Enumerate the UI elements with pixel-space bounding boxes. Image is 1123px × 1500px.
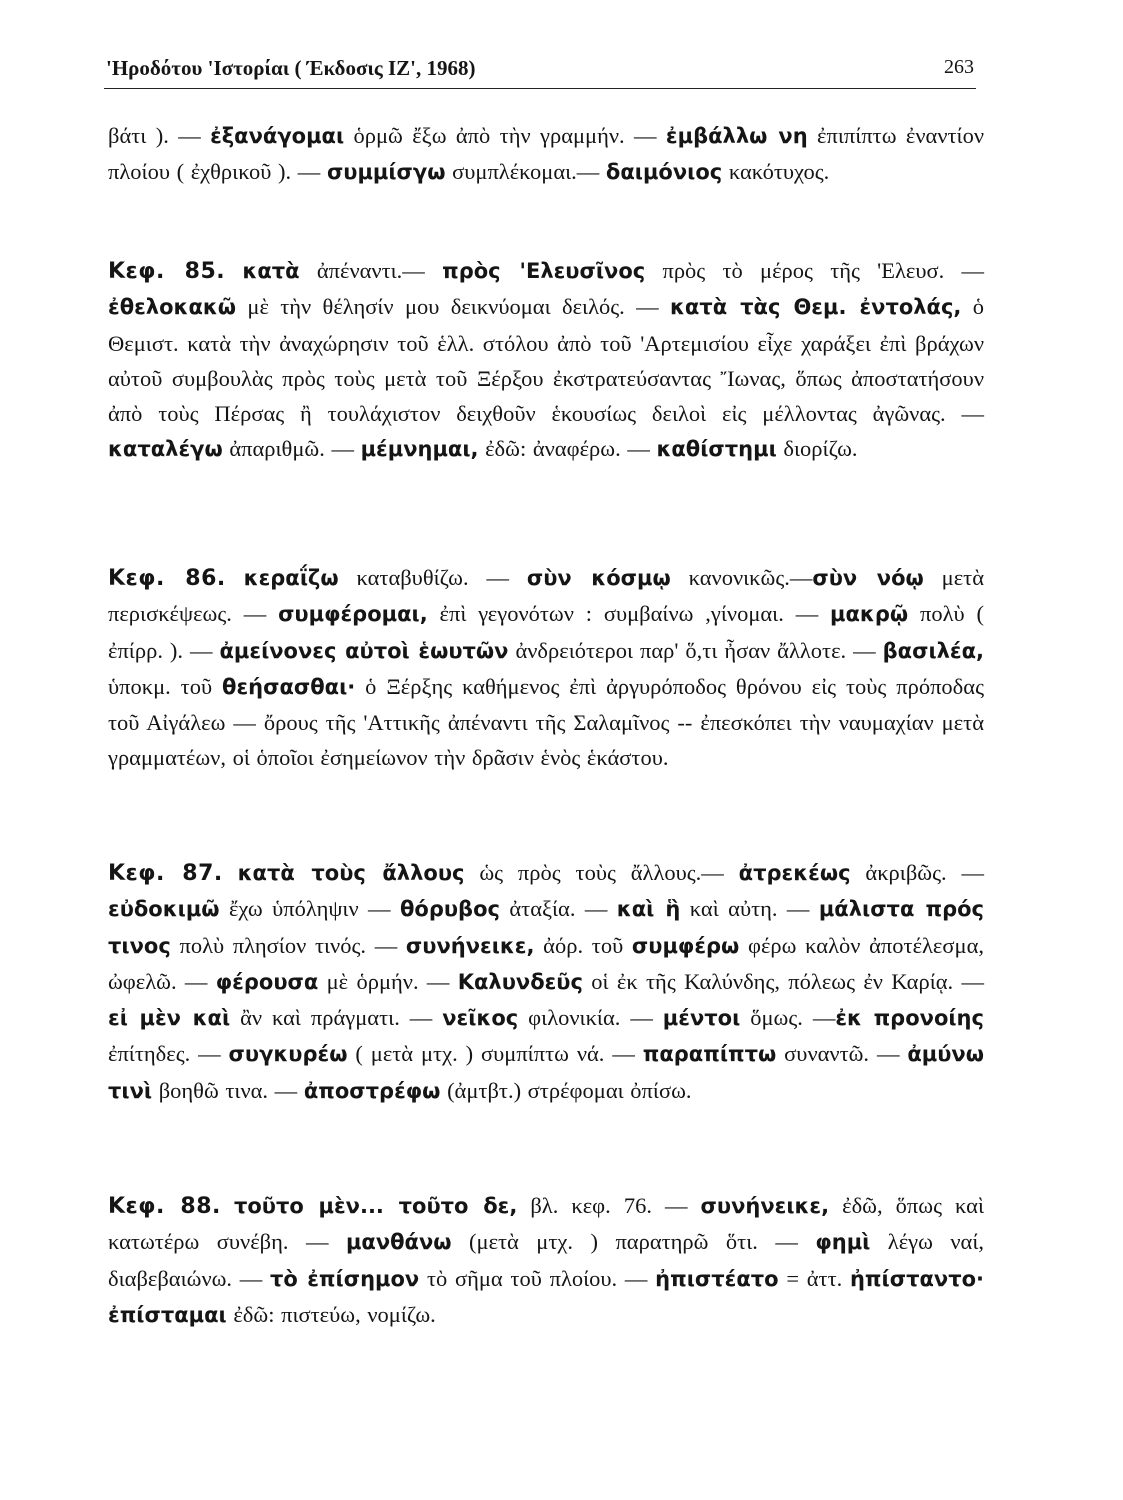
- lemma: εἰ μὲν καὶ: [108, 1006, 231, 1031]
- gloss-text: ἐδῶ: ἀναφέρω. —: [478, 436, 657, 462]
- lemma: ἐθελοκακῶ: [108, 295, 237, 320]
- lemma: ἀμύνω τινὶ: [108, 1042, 984, 1103]
- gloss-text: ἀόρ. τοῦ: [534, 932, 632, 958]
- lemma: θόρυβος: [399, 897, 500, 922]
- gloss-text: βάτι ). —: [108, 123, 211, 148]
- lemma: ἀτρεκέως: [738, 861, 851, 885]
- gloss-text: λέγω ναί, διαβεβαιώνω. —: [108, 1229, 985, 1291]
- gloss-text: ἀταξία. —: [499, 896, 617, 922]
- gloss-text: ὁ Ξέρξης καθήμενος ἐπὶ ἀργυρόποδος θρόνου εἰς τοὺς πρόποδας τοῦ Αἰγάλεω — ὄρους τῆς 'Αττικῆς ἀπέναντι τῆς Σαλαμῖνος -- ἐπεσκόπει τὴν ναυμαχίαν μετὰ γραμματέων, οἱ ὁποῖοι ἐσημείωνον τὴν δρᾶσιν ἑνὸς ἑκάστου.: [108, 673, 984, 771]
- gloss-text: ἐπὶ γεγονότων : συμβαίνω ,γίνομαι. —: [427, 601, 831, 627]
- paragraph-continuation: [108, 118, 984, 191]
- gloss-text: ἐδῶ: πιστεύω, νομίζω.: [226, 1301, 436, 1327]
- lemma: μέντοι: [662, 1006, 741, 1031]
- lemma: κεραΐζω: [243, 566, 339, 590]
- paragraph-chapter-87: [108, 855, 984, 1109]
- lemma: ἐμβάλλω νη: [665, 124, 808, 148]
- lemma: συμφέρω: [631, 933, 740, 958]
- lemma: ἀμείνονες αὐτοὶ ἑωυτῶν: [219, 638, 509, 663]
- lemma: μανθάνω: [345, 1230, 452, 1255]
- gloss-text: οἱ ἐκ τῆς Καλύνδης, πόλεως ἐν Καρίᾳ. —: [582, 968, 984, 994]
- gloss-text: ( μετὰ μτχ. ) συμπίπτω νά. —: [347, 1041, 643, 1067]
- gloss-text: (ἀμτβτ.) στρέφομαι ὀπίσω.: [440, 1077, 692, 1103]
- lemma: σὺν κόσμῳ: [526, 566, 671, 590]
- lemma: παραπίπτω: [642, 1042, 777, 1067]
- lemma: ἠπίσταντο· ἐπίσταμαι: [108, 1266, 985, 1327]
- gloss-text: καὶ αὐτη. —: [680, 896, 819, 922]
- gloss-text: ἐπίτηδες. —: [108, 1041, 229, 1067]
- gloss-text: (μετὰ μτχ. ) παρατηρῶ ὅτι. —: [451, 1229, 816, 1255]
- gloss-text: [225, 258, 242, 283]
- gloss-text: ἀπαριθμῶ. —: [222, 436, 361, 462]
- gloss-text: συμπλέκομαι.—: [445, 159, 606, 185]
- gloss-text: βλ. κεφ. 76. —: [517, 1193, 701, 1218]
- lemma: τὸ ἐπίσημον: [270, 1266, 420, 1291]
- gloss-text: ὅμως. —: [740, 1005, 836, 1031]
- lemma: συνήνεικε,: [700, 1194, 830, 1218]
- lemma: φημὶ: [815, 1230, 871, 1255]
- gloss-text: ἀκριβῶς. —: [850, 860, 984, 885]
- lemma: συνήνεικε,: [405, 933, 535, 958]
- lemma: καταλέγω: [108, 437, 223, 462]
- gloss-text: συναντῶ. —: [776, 1041, 908, 1067]
- chapter-label: Κεφ. 87.: [108, 861, 223, 886]
- gloss-text: [223, 860, 238, 885]
- lemma: νεῖκος: [442, 1006, 519, 1031]
- lemma: δαιμόνιος: [605, 160, 723, 185]
- gloss-text: ἀνδρειότεροι παρ' ὅ,τι ἦσαν ἄλλοτε. —: [508, 637, 883, 663]
- page-number: 263: [944, 56, 974, 78]
- lemma: σὺν νόῳ: [812, 566, 924, 590]
- gloss-text: ὑποκμ. τοῦ: [108, 673, 223, 699]
- lemma: μακρῷ: [830, 602, 909, 627]
- paragraph-chapter-86: [108, 560, 984, 776]
- lemma: τοῦτο μὲν... τοῦτο δε,: [233, 1194, 518, 1218]
- gloss-text: [226, 565, 244, 590]
- gloss-text: φέρω καλὸν ἀποτέλεσμα, ὠφελῶ. —: [108, 932, 984, 994]
- gloss-text: ὡς πρὸς τοὺς ἄλλους.—: [464, 860, 739, 885]
- lemma: μάλιστα πρός τινος: [108, 897, 984, 958]
- lemma: φέρουσα: [215, 969, 319, 994]
- gloss-text: μετὰ περισκέψεως. —: [108, 565, 984, 627]
- gloss-text: ἔχω ὑπόληψιν —: [219, 896, 400, 922]
- chapter-label: Κεφ. 88.: [108, 1194, 221, 1219]
- lemma: εὐδοκιμῶ: [108, 897, 220, 922]
- lemma: συγκυρέω: [228, 1042, 348, 1067]
- chapter-label: Κεφ. 85.: [108, 259, 226, 284]
- gloss-text: μὲ τὴν θέλησίν μου δεικνύομαι δειλός. —: [236, 294, 670, 320]
- lemma: κατὰ: [242, 259, 300, 283]
- gloss-text: πολὺ πλησίον τινός. —: [170, 932, 406, 958]
- lemma: κατὰ τοὺς ἄλλους: [237, 861, 465, 885]
- gloss-text: ἀπέναντι.—: [299, 258, 443, 283]
- gloss-text: ἐδῶ, ὅπως καὶ κατωτέρω συνέβη. —: [108, 1193, 985, 1255]
- paragraph-chapter-85: [108, 253, 984, 468]
- paragraph-chapter-88: [108, 1188, 984, 1333]
- gloss-text: πρὸς τὸ μέρος τῆς 'Ελευσ. —: [645, 258, 984, 283]
- gloss-text: μὲ ὁρμήν. —: [318, 968, 458, 994]
- lemma: συμφέρομαι,: [278, 602, 428, 627]
- lemma: Καλυνδεῦς: [457, 969, 583, 994]
- chapter-label: Κεφ. 86.: [108, 566, 226, 591]
- lemma: ἐκ προνοίης: [835, 1006, 984, 1031]
- lemma: ἐξανάγομαι: [210, 124, 345, 148]
- gloss-text: ὁ Θεμιστ. κατὰ τὴν ἀναχώρησιν τοῦ ἑλλ. στόλου ἀπὸ τοῦ 'Αρτεμισίου εἶχε χαράξει ἐπὶ βράχων αὐτοῦ συμβουλὰς πρὸς τοὺς μετὰ τοῦ Ξέρξου ἐκστρατεύσαντας Ἴωνας, ὅπως ἀποστατήσουν ἀπὸ τοὺς Πέρσας ἢ τουλάχιστον δειχθοῦν ἑκουσίως δειλοὶ εἰς μέλλοντας ἀγῶνας. —: [108, 294, 985, 427]
- gloss-text: [221, 1193, 234, 1218]
- gloss-text: κανονικῶς.—: [670, 565, 813, 590]
- gloss-text: διορίζω.: [776, 436, 858, 462]
- lemma: καὶ ἣ: [616, 897, 681, 922]
- lemma: κατὰ τὰς Θεμ. ἐντολάς,: [669, 295, 962, 320]
- lemma: συμμίσγω: [326, 160, 446, 185]
- lemma: καθίστημι: [656, 437, 777, 462]
- gloss-text: ὁρμῶ ἔξω ἀπὸ τὴν γραμμήν. —: [344, 123, 666, 148]
- lemma: βασιλέα,: [882, 638, 985, 663]
- gloss-text: κακότυχος.: [722, 159, 830, 185]
- gloss-text: πολὺ ( ἐπίρρ. ). —: [108, 601, 984, 663]
- gloss-text: καταβυθίζω. —: [338, 565, 527, 590]
- lemma: μέμνημαι,: [360, 437, 479, 462]
- lemma: ἀποστρέφω: [303, 1078, 441, 1103]
- header-title: 'Ηροδότου 'Ιστορίαι ( Έκδοσις ΙΖ', 1968): [106, 56, 476, 80]
- gloss-text: τὸ σῆμα τοῦ πλοίου. —: [419, 1265, 656, 1291]
- gloss-text: = ἀττ.: [778, 1265, 850, 1291]
- gloss-text: φιλονικία. —: [518, 1005, 663, 1031]
- lemma: θεήσασθαι·: [222, 674, 356, 699]
- running-header: [104, 50, 976, 89]
- gloss-text: ἂν καὶ πράγματι. —: [230, 1005, 443, 1031]
- gloss-text: βοηθῶ τινα. —: [152, 1077, 304, 1103]
- lemma: ἠπιστέατο: [655, 1266, 779, 1291]
- gloss-text: ἐπιπίπτω ἐναντίον πλοίου ( ἐχθρικοῦ ). —: [108, 123, 985, 185]
- lemma: πρὸς 'Ελευσῖνος: [442, 259, 646, 283]
